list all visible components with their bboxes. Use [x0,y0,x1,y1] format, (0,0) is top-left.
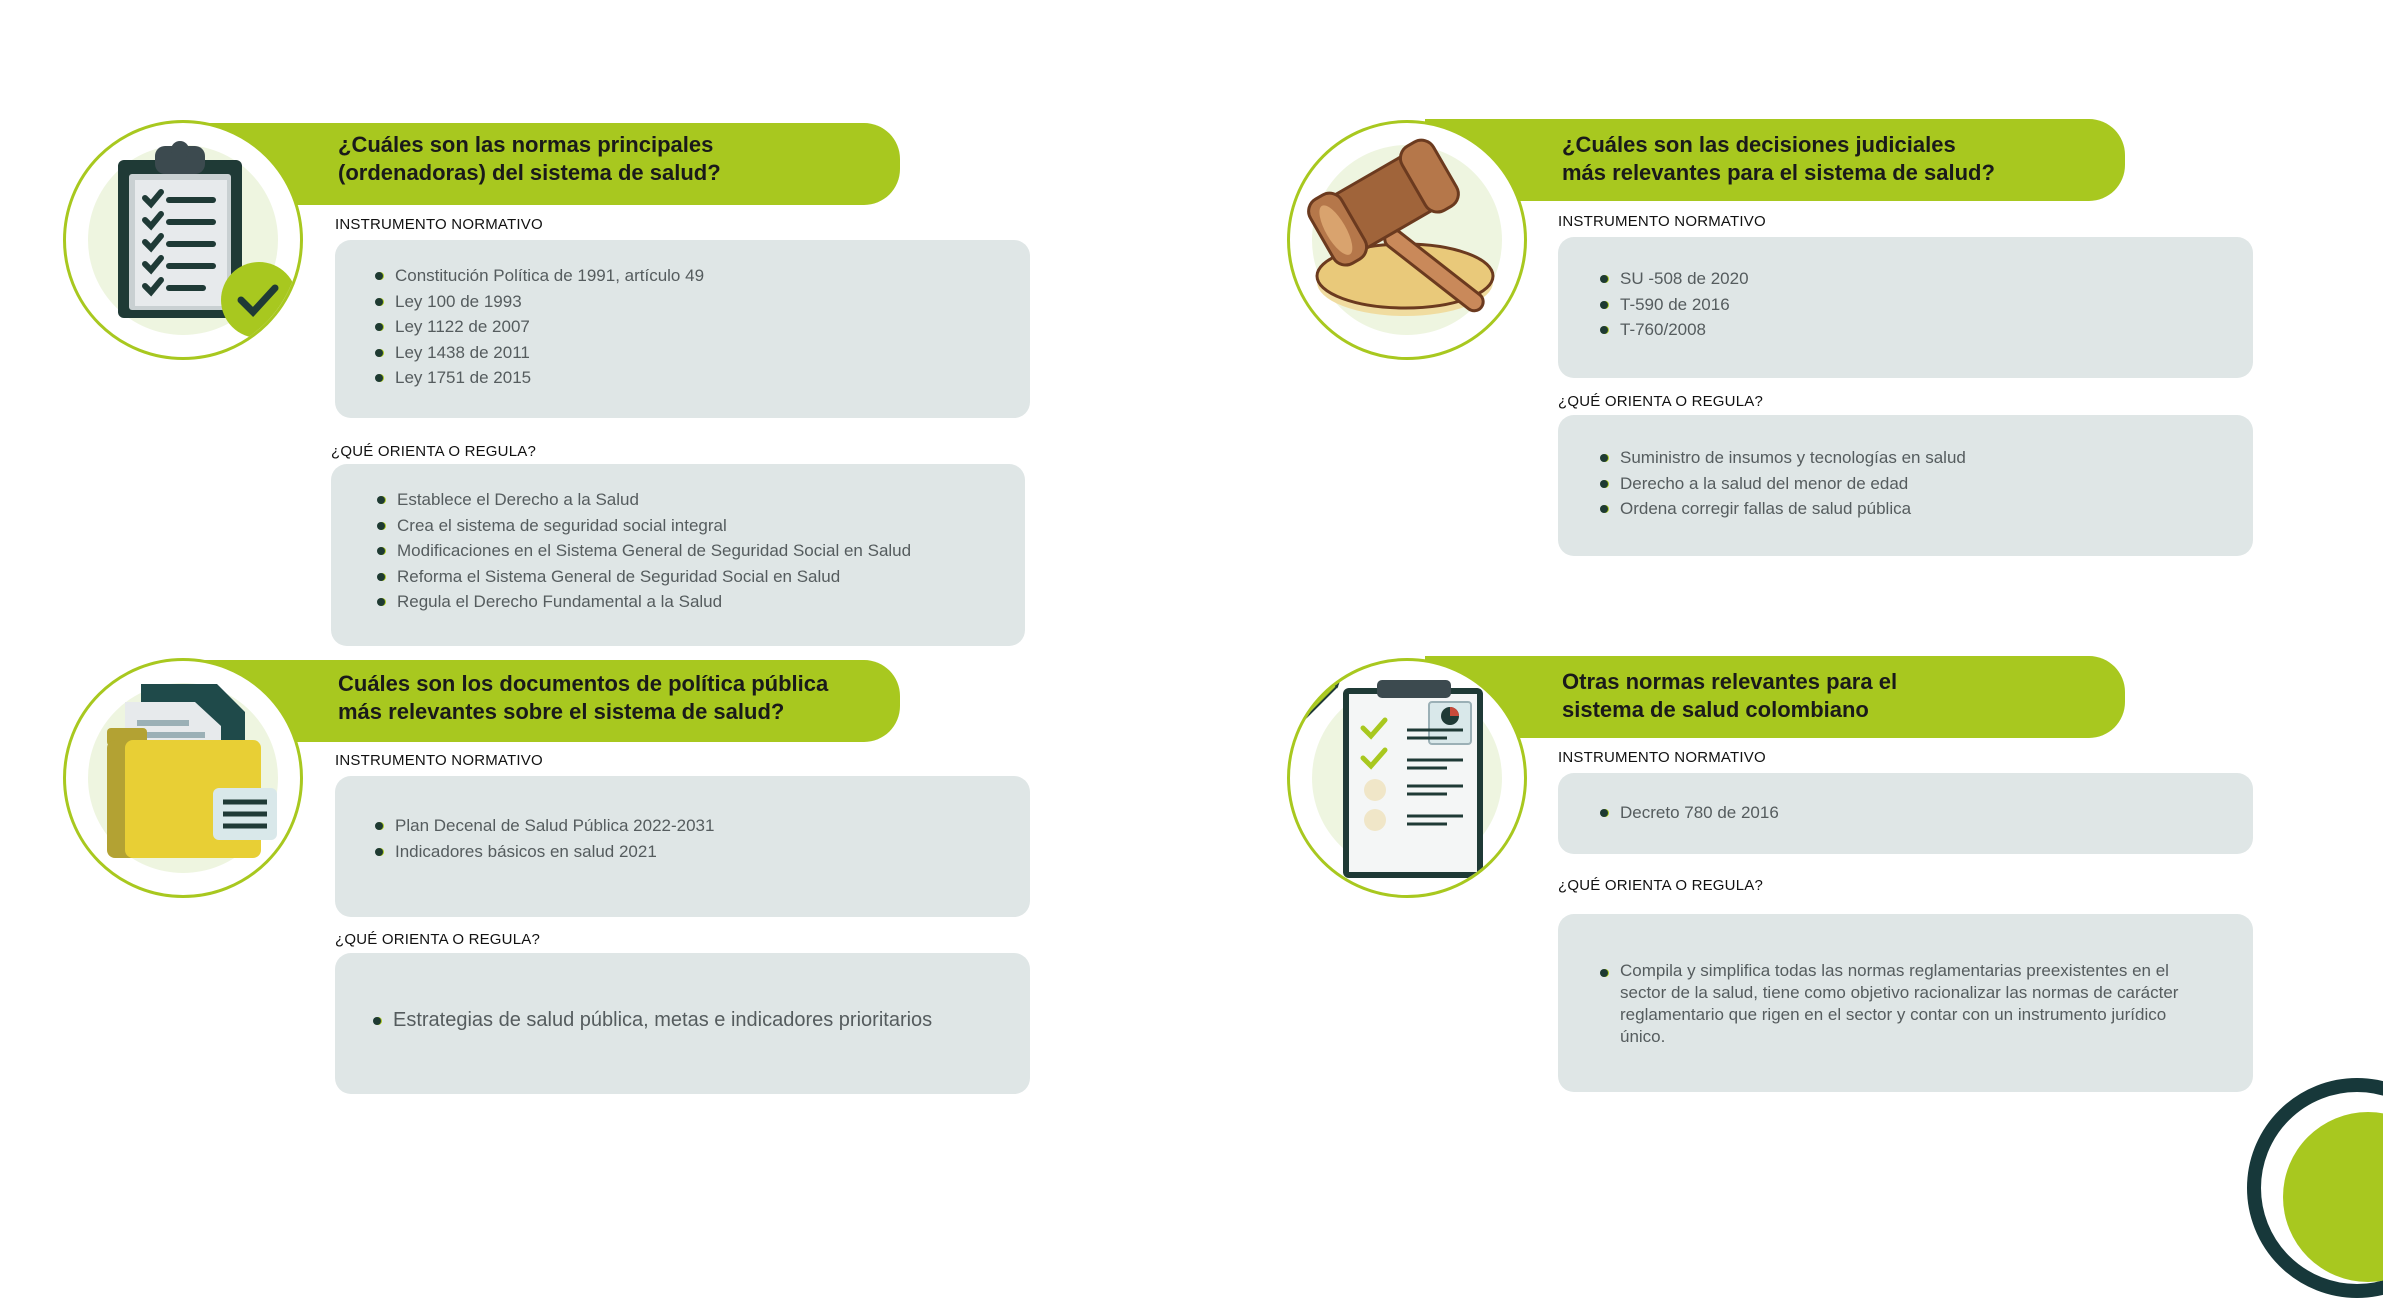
list-item: Establece el Derecho a la Salud [377,487,911,513]
regula-label: ¿QUÉ ORIENTA O REGULA? [1558,877,1763,894]
instrument-box [335,240,1030,418]
section-title: Otras normas relevantes para el sistema de salud colombiano [1562,669,1898,722]
regula-label: ¿QUÉ ORIENTA O REGULA? [331,443,536,460]
instrument-list [1600,800,1779,826]
section-title: ¿Cuáles son las decisiones judiciales más relevantes para el sistema de salud? [1562,132,1995,185]
clipboard-checklist-icon [63,120,303,360]
list-item: Ley 100 de 1993 [375,289,704,315]
section-title: Cuáles son los documentos de política pública más relevantes sobre el sistema de salud? [338,671,829,724]
gavel-icon [1287,120,1527,360]
list-item: Reforma el Sistema General de Seguridad Social en Salud [377,564,911,590]
regula-label: ¿QUÉ ORIENTA O REGULA? [1558,393,1763,410]
instrument-box [335,776,1030,917]
instrument-list [1600,266,1749,343]
list-item: Regula el Derecho Fundamental a la Salud [377,589,911,615]
list-item: Compila y simplifica todas las normas reglamentarias preexistentes en el sector de la salud, tiene como objetivo racionalizar las normas de carácter reglamentario que rigen en el sector y contar con un instrumento jurídico único. [1600,960,2190,1048]
regula-box [1558,415,2253,556]
folder-documents-icon [63,658,303,898]
icon-circle [1287,658,1527,898]
regula-list [1600,960,2190,1048]
section-title: ¿Cuáles son las normas principales (ordenadoras) del sistema de salud? [338,132,721,185]
list-item: Modificaciones en el Sistema General de Seguridad Social en Salud [377,538,911,564]
regula-box [335,953,1030,1094]
list-item: Estrategias de salud pública, metas e indicadores prioritarios [373,1008,932,1034]
list-item: T-590 de 2016 [1600,292,1749,318]
instrument-list [375,263,704,391]
instrument-label: INSTRUMENTO NORMATIVO [1558,749,1766,766]
list-item: Ley 1122 de 2007 [375,314,704,340]
list-item: Ley 1751 de 2015 [375,365,704,391]
instrument-list [375,813,714,864]
regula-box [331,464,1025,646]
regula-label: ¿QUÉ ORIENTA O REGULA? [335,931,540,948]
icon-circle [63,120,303,360]
list-item: Derecho a la salud del menor de edad [1600,471,1966,497]
regula-list [1600,445,1966,522]
list-item: SU -508 de 2020 [1600,266,1749,292]
icon-circle [1287,120,1527,360]
list-item: Suministro de insumos y tecnologías en salud [1600,445,1966,471]
list-item: Crea el sistema de seguridad social integral [377,513,911,539]
list-item: Indicadores básicos en salud 2021 [375,839,714,865]
checklist-pencil-icon [1287,658,1527,898]
regula-list [373,1008,932,1034]
list-item: Decreto 780 de 2016 [1600,800,1779,826]
list-item: Ordena corregir fallas de salud pública [1600,496,1966,522]
instrument-box [1558,773,2253,854]
instrument-box [1558,237,2253,378]
list-item: Plan Decenal de Salud Pública 2022-2031 [375,813,714,839]
regula-box [1558,914,2253,1092]
list-item: Ley 1438 de 2011 [375,340,704,366]
regula-list [377,487,911,615]
list-item: T-760/2008 [1600,317,1749,343]
icon-circle [63,658,303,898]
instrument-label: INSTRUMENTO NORMATIVO [335,216,543,233]
list-item: Constitución Política de 1991, artículo 49 [375,263,704,289]
instrument-label: INSTRUMENTO NORMATIVO [335,752,543,769]
instrument-label: INSTRUMENTO NORMATIVO [1558,213,1766,230]
